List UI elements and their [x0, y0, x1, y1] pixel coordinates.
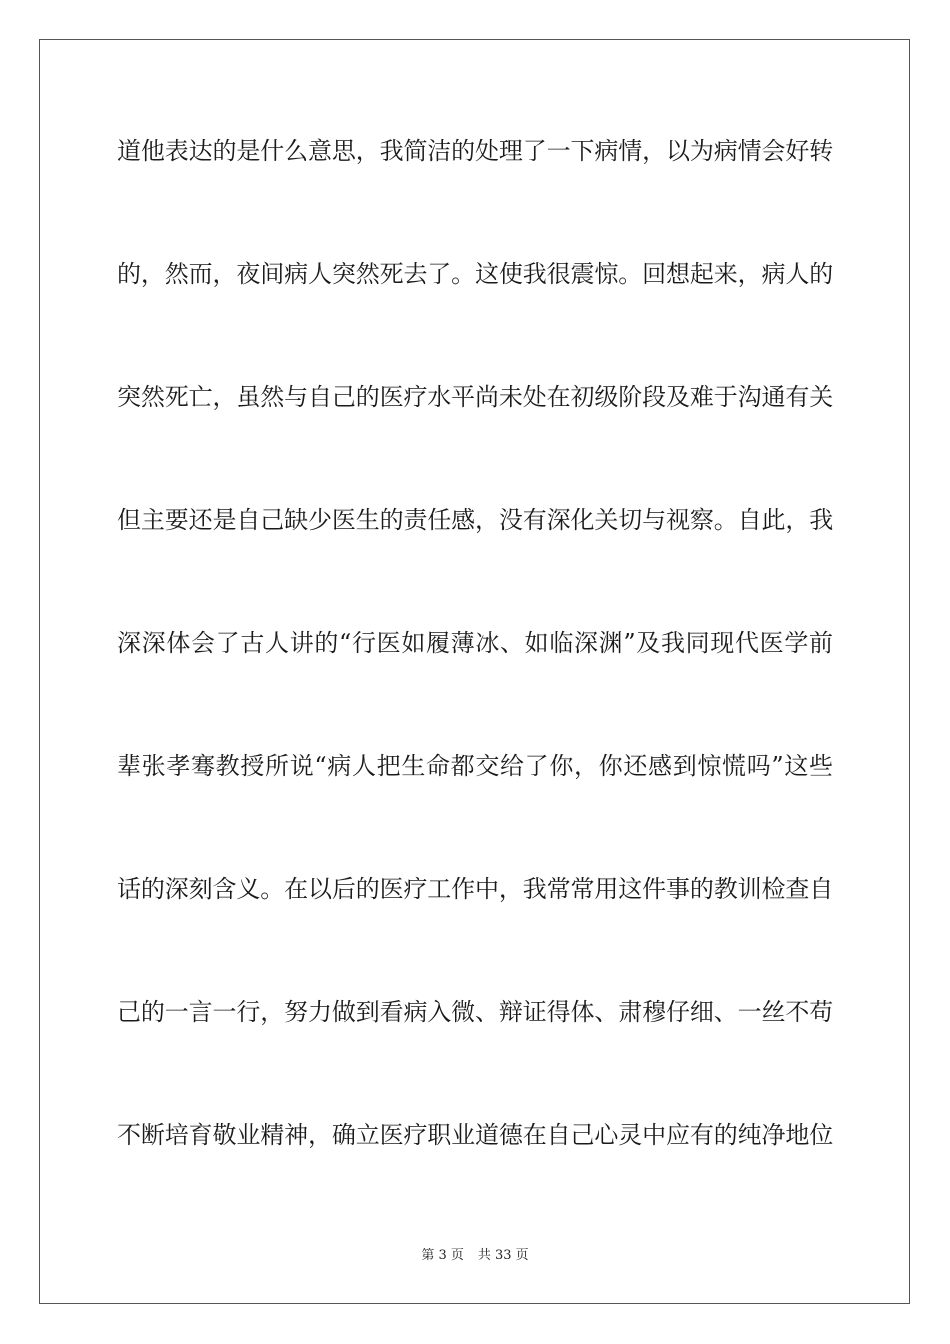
page-number: 第 3 页	[421, 1248, 464, 1263]
text-line: 突然死亡，虽然与自己的医疗水平尚未处在初级阶段及难于沟通有关	[117, 383, 834, 411]
text-line: 辈张孝骞教授所说“病人把生命都交给了你，你还感到惊慌吗”这些	[117, 752, 833, 780]
page-footer	[0, 1246, 950, 1266]
text-line: 深深体会了古人讲的“行医如履薄冰、如临深渊”及我同现代医学前	[117, 629, 833, 657]
page-total: 共 33 页	[477, 1248, 529, 1263]
text-line: 但主要还是自己缺少医生的责任感，没有深化关切与视察。自此，我	[117, 506, 834, 534]
text-line: 道他表达的是什么意思，我简洁的处理了一下病情，以为病情会好转	[117, 137, 834, 165]
text-line: 的，然而，夜间病人突然死去了。这使我很震惊。回想起来，病人的	[117, 260, 834, 288]
text-line: 话的深刻含义。在以后的医疗工作中，我常常用这件事的教训检查自	[117, 875, 834, 903]
text-line: 己的一言一行，努力做到看病入微、辩证得体、肃穆仔细、一丝不苟	[117, 998, 834, 1026]
text-line: 不断培育敬业精神，确立医疗职业道德在自己心灵中应有的纯净地位	[117, 1121, 834, 1149]
